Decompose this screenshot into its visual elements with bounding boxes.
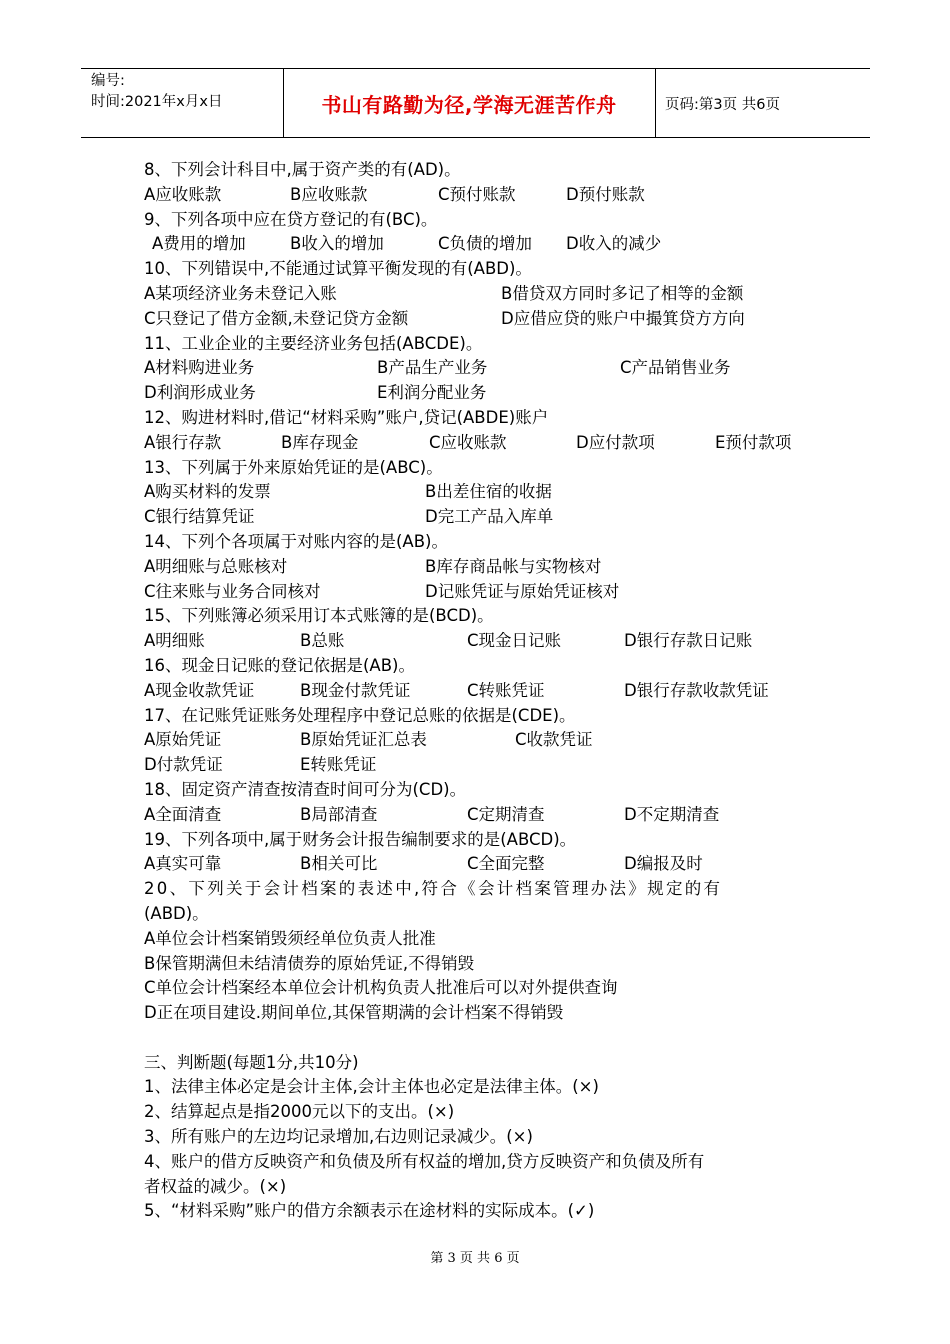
option-text: C现金日记账 <box>467 631 562 651</box>
line-text: 3、所有账户的左边均记录增加,右边则记录减少。(×) <box>144 1127 533 1147</box>
text-line <box>144 679 809 704</box>
document-body <box>144 158 809 1224</box>
page-header <box>81 68 870 138</box>
text-line <box>144 456 809 481</box>
text-line <box>144 1051 809 1076</box>
option-text: A现金收款凭证 <box>144 680 255 700</box>
option-text: B原始凭证汇总表 <box>300 730 427 750</box>
option-text: B产品生产业务 <box>377 358 488 378</box>
line-text: 13、下列属于外来原始凭证的是(ABC)。 <box>144 457 443 477</box>
option-text: D应借应贷的账户中撮箕贷方方向 <box>501 308 745 328</box>
line-text: 者权益的减少。(×) <box>144 1176 287 1196</box>
line-text: 2、结算起点是指2000元以下的支出。(×) <box>144 1102 455 1122</box>
text-line <box>144 530 809 555</box>
line-text: D正在项目建设.期间单位,其保管期满的会计档案不得销毁 <box>144 1003 564 1023</box>
option-text: C收款凭证 <box>515 730 593 750</box>
option-text: C银行结算凭证 <box>144 507 255 527</box>
line-text: 5、“材料采购”账户的借方余额表示在途材料的实际成本。(✓) <box>144 1201 595 1221</box>
text-line <box>144 480 809 505</box>
option-text: D银行存款日记账 <box>624 631 753 651</box>
text-line <box>144 208 809 233</box>
text-line <box>144 505 809 530</box>
text-line <box>144 282 809 307</box>
option-text: A材料购进业务 <box>144 358 255 378</box>
text-line <box>144 232 809 257</box>
option-text: C预付账款 <box>438 184 516 204</box>
option-text: C负债的增加 <box>438 234 533 254</box>
text-line <box>144 1001 809 1026</box>
text-line <box>144 604 809 629</box>
option-text: A银行存款 <box>144 432 222 452</box>
text-line <box>144 555 809 580</box>
option-text: D预付账款 <box>566 184 645 204</box>
text-line <box>144 406 809 431</box>
header-meta <box>91 71 222 113</box>
line-text: 12、购进材料时,借记“材料采购”账户,贷记(ABDE)账户 <box>144 407 549 427</box>
option-text: D应付款项 <box>576 432 655 452</box>
line-text: 11、工业企业的主要经济业务包括(ABCDE)。 <box>144 333 483 353</box>
text-line <box>144 381 809 406</box>
text-line <box>144 1125 809 1150</box>
option-text: B库存现金 <box>281 432 359 452</box>
text-line <box>144 1175 809 1200</box>
option-text: B库存商品帐与实物核对 <box>425 556 602 576</box>
line-text: 14、下列个各项属于对账内容的是(AB)。 <box>144 531 448 551</box>
text-line <box>144 332 809 357</box>
option-text: B收入的增加 <box>290 234 384 254</box>
line-text: 4、账户的借方反映资产和负债及所有权益的增加,贷方反映资产和负债及所有 <box>144 1151 705 1171</box>
line-text: 16、现金日记账的登记依据是(AB)。 <box>144 655 415 675</box>
option-text: E预付款项 <box>715 432 792 452</box>
header-motto: 书山有路勤为径,学海无涯苦作舟 <box>321 92 617 117</box>
text-line <box>144 1100 809 1125</box>
option-text: D编报及时 <box>624 854 703 874</box>
option-text: D记账凭证与原始凭证核对 <box>425 581 620 601</box>
line-text: 8、下列会计科目中,属于资产类的有(AD)。 <box>144 160 461 179</box>
text-line <box>144 803 809 828</box>
option-text: A某项经济业务未登记入账 <box>144 283 337 303</box>
header-page-info: 页码:第3页 共6页 <box>665 97 780 113</box>
text-line <box>144 1075 809 1100</box>
option-text: E转账凭证 <box>300 755 377 775</box>
option-text: D收入的减少 <box>566 234 662 254</box>
line-text: 18、固定资产清查按清查时间可分为(CD)。 <box>144 779 467 799</box>
text-line <box>144 852 809 877</box>
text-line <box>144 257 809 282</box>
text-line <box>144 158 809 183</box>
line-text: (ABD)。 <box>144 903 209 923</box>
option-text: B现金付款凭证 <box>300 680 411 700</box>
line-text: 10、下列错误中,不能通过试算平衡发现的有(ABD)。 <box>144 259 532 279</box>
option-text: C定期清查 <box>467 804 545 824</box>
page-footer: 第 3 页 共 6 页 <box>430 1251 520 1266</box>
text-line <box>144 356 809 381</box>
line-text: A单位会计档案销毁须经单位负责人批准 <box>144 928 436 948</box>
option-text: C全面完整 <box>467 854 545 874</box>
text-line <box>144 654 809 679</box>
option-text: A购买材料的发票 <box>144 482 271 502</box>
text-line <box>144 778 809 803</box>
option-text: B局部清查 <box>300 804 378 824</box>
text-line <box>144 431 809 456</box>
text-line <box>144 753 809 778</box>
option-text: A明细账与总账核对 <box>144 556 288 576</box>
text-line <box>144 902 809 927</box>
line-text: 15、下列账簿必须采用订本式账簿的是(BCD)。 <box>144 606 494 626</box>
option-text: D利润形成业务 <box>144 383 256 403</box>
text-line <box>144 580 809 605</box>
line-text: 17、在记账凭证账务处理程序中登记总账的依据是(CDE)。 <box>144 705 576 725</box>
time-label: 时间:2021年x月x日 <box>91 94 223 110</box>
text-line <box>144 728 809 753</box>
text-line <box>144 183 809 208</box>
option-text: B应收账款 <box>290 184 368 204</box>
option-text: B相关可比 <box>300 854 378 874</box>
option-text: A应收账款 <box>144 184 222 204</box>
option-text: D付款凭证 <box>144 755 223 775</box>
line-text: 1、法律主体必定是会计主体,会计主体也必定是法律主体。(×) <box>144 1077 599 1097</box>
line-text: 三、判断题(每题1分,共10分) <box>144 1052 359 1072</box>
option-text: A明细账 <box>144 631 205 651</box>
option-text: A原始凭证 <box>144 730 222 750</box>
option-text: C往来账与业务合同核对 <box>144 581 321 601</box>
text-line <box>144 629 809 654</box>
text-line <box>144 828 809 853</box>
text-line <box>144 927 809 952</box>
option-text: C产品销售业务 <box>620 358 731 378</box>
option-text: C转账凭证 <box>467 680 545 700</box>
line-text: 19、下列各项中,属于财务会计报告编制要求的是(ABCD)。 <box>144 829 577 849</box>
text-line <box>144 704 809 729</box>
option-text: B出差住宿的收据 <box>425 482 552 502</box>
text-line <box>144 1199 809 1224</box>
option-text: A真实可靠 <box>144 854 222 874</box>
text-line <box>144 877 809 902</box>
header-divider-right <box>655 69 656 137</box>
line-text: 20、下列关于会计档案的表述中,符合《会计档案管理办法》规定的有 <box>144 879 723 899</box>
text-line <box>144 1150 809 1175</box>
line-text: B保管期满但未结清债券的原始凭证,不得销毁 <box>144 953 475 973</box>
text-line <box>144 976 809 1001</box>
blank-line <box>144 1026 809 1051</box>
option-text: E利润分配业务 <box>377 383 487 403</box>
option-text: A全面清查 <box>144 804 222 824</box>
option-text: D不定期清查 <box>624 804 720 824</box>
code-label: 编号: <box>91 73 125 89</box>
line-text: 9、下列各项中应在贷方登记的有(BC)。 <box>144 209 438 229</box>
text-line <box>144 952 809 977</box>
option-text: B借贷双方同时多记了相等的金额 <box>501 283 744 303</box>
option-text: B总账 <box>300 631 345 651</box>
option-text: C应收账款 <box>429 432 507 452</box>
option-text: C只登记了借方金额,未登记贷方金额 <box>144 308 409 328</box>
line-text: C单位会计档案经本单位会计机构负责人批准后可以对外提供查询 <box>144 978 618 998</box>
option-text: A费用的增加 <box>152 234 246 254</box>
text-line <box>144 307 809 332</box>
option-text: D完工产品入库单 <box>425 507 554 527</box>
option-text: D银行存款收款凭证 <box>624 680 769 700</box>
